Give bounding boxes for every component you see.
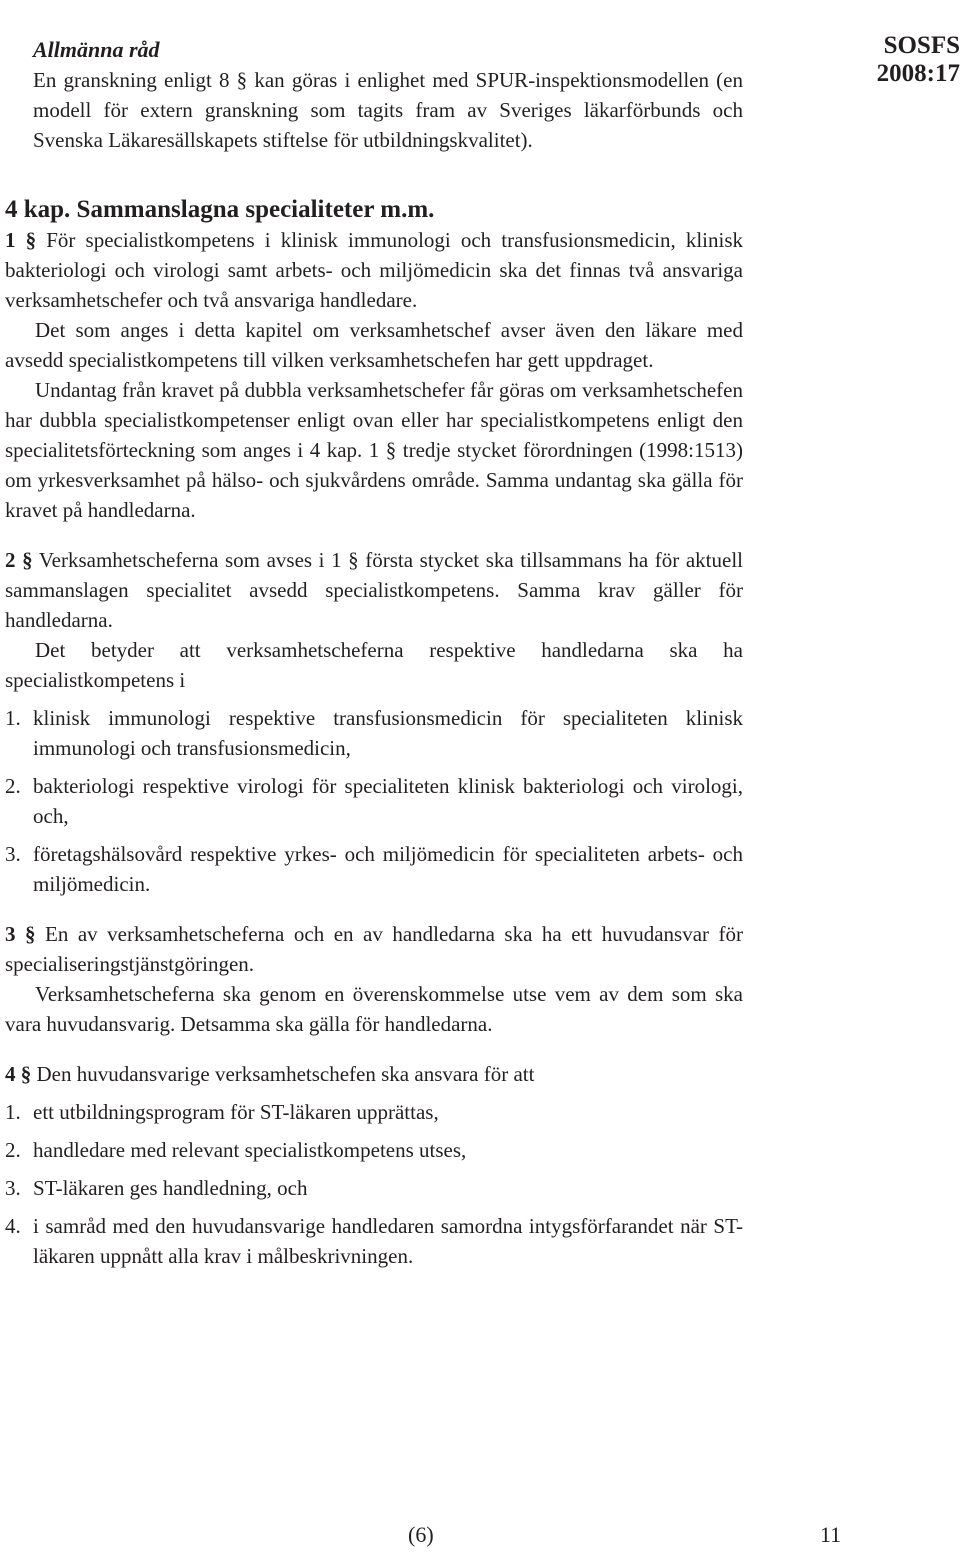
list-item (5, 703, 743, 763)
list-item-text: handledare med relevant specialistkompetens utses, (33, 1138, 467, 1162)
section-2 (5, 545, 743, 899)
section-text: En av verksamhetscheferna och en av handledarna ska ha ett huvudansvar för specialiseringstjänstgöringen. (5, 922, 744, 976)
document-body (5, 35, 743, 1279)
list-item-number: 1. (5, 1100, 21, 1124)
list-item (5, 1097, 743, 1127)
section-text: Den huvudansvarige verksamhetschefen ska ansvara för att (36, 1062, 535, 1086)
section-4 (5, 1059, 743, 1271)
list-item-number: 1. (5, 706, 21, 730)
list-item (5, 1173, 743, 1203)
section-number: 1 (5, 228, 16, 252)
section-number: 4 (5, 1062, 16, 1086)
section-text: För specialistkompetens i klinisk immunologi och transfusionsmedicin, klinisk bakteriologi och virologi samt arbets- och miljömedicin ska det finnas två ansvariga verksamhetschefer och två ansvariga handledare. (5, 228, 743, 312)
section-paragraph (5, 545, 743, 635)
list-item-text: ST-läkaren ges handledning, och (33, 1176, 308, 1200)
section-sign: § (22, 548, 33, 572)
section-number: 3 (5, 922, 16, 946)
list-item-text: i samråd med den huvudansvarige handledaren samordna intygsförfarandet när ST-läkaren uppnått alla krav i målbeskrivningen. (33, 1214, 743, 1268)
section-number: 2 (5, 548, 16, 572)
list-item-number: 3. (5, 1176, 21, 1200)
section-3 (5, 919, 743, 1039)
list-item-text: klinisk immunologi respektive transfusionsmedicin för specialiteten klinisk immunologi och transfusionsmedicin, (33, 706, 743, 760)
numbered-list (5, 703, 743, 899)
sections-container (5, 225, 743, 1271)
list-item-text: företagshälsovård respektive yrkes- och miljömedicin för specialiteten arbets- och miljömedicin. (33, 842, 743, 896)
list-item (5, 839, 743, 899)
section-paragraph (5, 919, 743, 979)
section-paragraph: Undantag från kravet på dubbla verksamhetschefer får göras om verksamhetschefen har dubbla specialistkompetenser enligt ovan eller har specialistkompetens enligt den specialitetsförteckning som anges i 4 kap. 1 § tredje stycket förordningen (1998:1513) om yrkesverksamhet på hälso- och sjukvårdens område. Samma undantag ska gälla för kravet på handledarna. (5, 378, 743, 522)
section-text: Verksamhetscheferna som avses i 1 § första stycket ska tillsammans ha för aktuell sammanslagen specialitet avsedd specialistkompetens. Samma krav gäller för handledarna. (5, 548, 744, 632)
page-number: 11 (820, 1522, 842, 1547)
chapter-title: 4 kap. Sammanslagna specialiteter m.m. (5, 196, 435, 223)
section-paragraph (5, 225, 743, 315)
footer-section-number: (6) (408, 1522, 434, 1547)
list-item (5, 1211, 743, 1271)
list-item-number: 3. (5, 842, 21, 866)
list-item (5, 771, 743, 831)
document-series-mark (877, 32, 960, 88)
list-item-text: bakteriologi respektive virologi för specialiteten klinisk bakteriologi och virologi, och, (33, 774, 743, 828)
general-advice-title: Allmänna råd (33, 37, 160, 62)
section-paragraph: Det betyder att verksamhetscheferna respektive handledarna ska ha specialistkompetens i (5, 638, 743, 692)
section-sign: § (25, 228, 37, 252)
section-sign: § (25, 922, 36, 946)
list-item (5, 1135, 743, 1165)
general-advice-text: En granskning enligt 8 § kan göras i enlighet med SPUR-inspektionsmodellen (en modell för extern granskning som tagits fram av Sveriges läkarförbunds och Svenska Läkaresällskapets stiftelse för utbildningskvalitet). (33, 68, 743, 152)
section-paragraph (5, 1059, 743, 1089)
section-paragraph: Verksamhetscheferna ska genom en överenskommelse utse vem av dem som ska vara huvudansvarig. Detsamma ska gälla för handledarna. (5, 982, 743, 1036)
numbered-list (5, 1097, 743, 1271)
section-sign: § (20, 1062, 32, 1086)
series-number: 2008:17 (876, 60, 960, 87)
series-name: SOSFS (883, 32, 960, 59)
list-item-text: ett utbildningsprogram för ST-läkaren upprättas, (33, 1100, 439, 1124)
section-paragraph: Det som anges i detta kapitel om verksamhetschef avser även den läkare med avsedd specialistkompetens till vilken verksamhetschefen har gett uppdraget. (5, 318, 743, 372)
section-1 (5, 225, 743, 525)
list-item-number: 2. (5, 774, 21, 798)
list-item-number: 4. (5, 1214, 21, 1238)
list-item-number: 2. (5, 1138, 21, 1162)
